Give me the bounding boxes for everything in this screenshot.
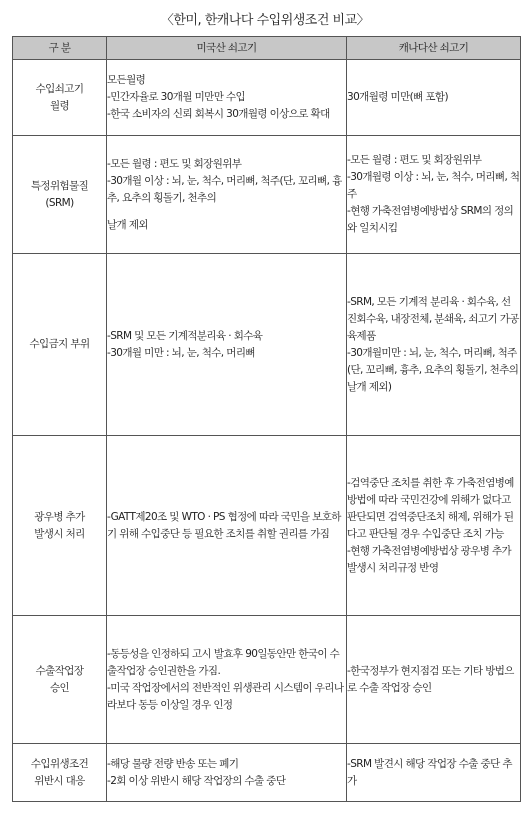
cell-line: 30개월령 미만(뼈 포함) — [347, 91, 448, 103]
cell-line: -미국 작업장에서의 전반적인 위생관리 시스템이 우리나라보다 동등 이상일 경우 인정 — [107, 681, 344, 711]
cell-line: -현행 가축전염병예방법상 광우병 추가 발생시 처리규정 반영 — [347, 544, 512, 574]
cell-line: -모든 월령 : 편도 및 회장원위부 — [107, 157, 242, 170]
us-cell — [107, 744, 347, 802]
cell-line: -해당 물량 전량 반송 또는 폐기 — [107, 757, 239, 770]
table-row — [13, 616, 521, 744]
cell-line: -현행 가축전염병예방법상 SRM의 정의와 일치시킴 — [347, 205, 514, 234]
row-label-line: 승인 — [49, 681, 70, 694]
canada-cell — [347, 60, 521, 136]
us-cell — [107, 60, 347, 136]
us-cell — [107, 136, 347, 254]
row-label-line: 월령 — [49, 99, 70, 112]
row-label — [13, 436, 107, 616]
row-label-line: (SRM) — [45, 196, 74, 209]
cell-line: -민간자율로 30개월 미만만 수입 — [107, 91, 246, 103]
canada-cell — [347, 616, 521, 744]
row-label — [13, 744, 107, 802]
table-row — [13, 744, 521, 802]
row-label-line: 수입금지 부위 — [29, 338, 90, 350]
cell-line: -한국 소비자의 신뢰 회복시 30개월령 이상으로 확대 — [107, 108, 330, 120]
us-cell — [107, 436, 347, 616]
cell-line: -30개월령 이상 : 뇌, 눈, 척수, 머리뼈, 척주 — [347, 171, 520, 200]
cell-line: -SRM 발견시 해당 작업장 수출 중단 추가 — [347, 757, 512, 787]
cell-line: -SRM, 모든 기계적 분리육 · 회수육, 선진회수육, 내장전체, 분쇄육, 쇠고기 가공육제품 — [347, 295, 519, 342]
cell-line: -30개월미만 : 뇌, 눈, 척수, 머리뼈, 척주(단, 꼬리뼈, 흉추, 요추의 횡돌기, 천추의 날개 제외) — [347, 346, 519, 393]
cell-line: 모든월령 — [107, 74, 146, 86]
header-row — [13, 37, 521, 60]
canada-cell — [347, 744, 521, 802]
table-row — [13, 136, 521, 254]
table-row — [13, 436, 521, 616]
cell-line: -검역중단 조치를 취한 후 가축전염병예방법에 따라 국민건강에 위해가 없다고 판단되면 검역중단조치 해제, 위해가 된다고 판단될 경우 수입중단 조치 가능 — [347, 476, 514, 540]
header-canada-beef: 캐나다산 쇠고기 — [347, 37, 521, 60]
canada-cell — [347, 136, 521, 254]
table-row — [13, 60, 521, 136]
row-label-line: 발생시 처리 — [34, 527, 85, 540]
row-label — [13, 136, 107, 254]
table-row — [13, 254, 521, 436]
row-label-line: 수입쇠고기 — [35, 82, 84, 95]
header-us-beef: 미국산 쇠고기 — [107, 37, 347, 60]
row-label-line: 수입위생조건 — [30, 757, 89, 770]
canada-cell — [347, 254, 521, 436]
cell-line: -2회 이상 위반시 해당 작업장의 수출 중단 — [107, 774, 286, 787]
row-label-line: 광우병 추가 — [34, 510, 85, 523]
cell-line: -30개월 미만 : 뇌, 눈, 척수, 머리뼈 — [107, 346, 255, 359]
comparison-table — [12, 36, 521, 802]
row-label — [13, 60, 107, 136]
cell-line: -30개월 이상 : 뇌, 눈, 척수, 머리뼈, 척주(단, 꼬리뼈, 흉추, 요추의 횡돌기, 천추의 — [107, 174, 342, 204]
row-label-line: 위반시 대응 — [34, 774, 85, 787]
table-title: 〈한미, 한캐나다 수입위생조건 비교〉 — [160, 13, 370, 28]
cell-line: 날개 제외 — [107, 218, 148, 231]
cell-line: -GATT제20조 및 WTO · PS 협정에 따라 국민을 보호하기 위해 수입중단 등 필요한 조치를 취할 권리를 가짐 — [107, 510, 341, 540]
header-category: 구 분 — [13, 37, 107, 60]
row-label-line: 수출작업장 — [35, 664, 84, 677]
cell-line: -SRM 및 모든 기계적분리육 · 회수육 — [107, 329, 263, 342]
cell-line: -동등성을 인정하되 고시 발효후 90일동안만 한국이 수출작업장 승인권한을 가짐. — [107, 647, 340, 677]
row-label — [13, 616, 107, 744]
us-cell — [107, 616, 347, 744]
cell-line: -모든 월령 : 편도 및 회장원위부 — [347, 154, 482, 166]
us-cell — [107, 254, 347, 436]
cell-line: -한국정부가 현지점검 또는 기타 방법으로 수출 작업장 승인 — [347, 664, 514, 694]
row-label — [13, 254, 107, 436]
row-label-line: 특정위험물질 — [30, 179, 89, 192]
canada-cell — [347, 436, 521, 616]
